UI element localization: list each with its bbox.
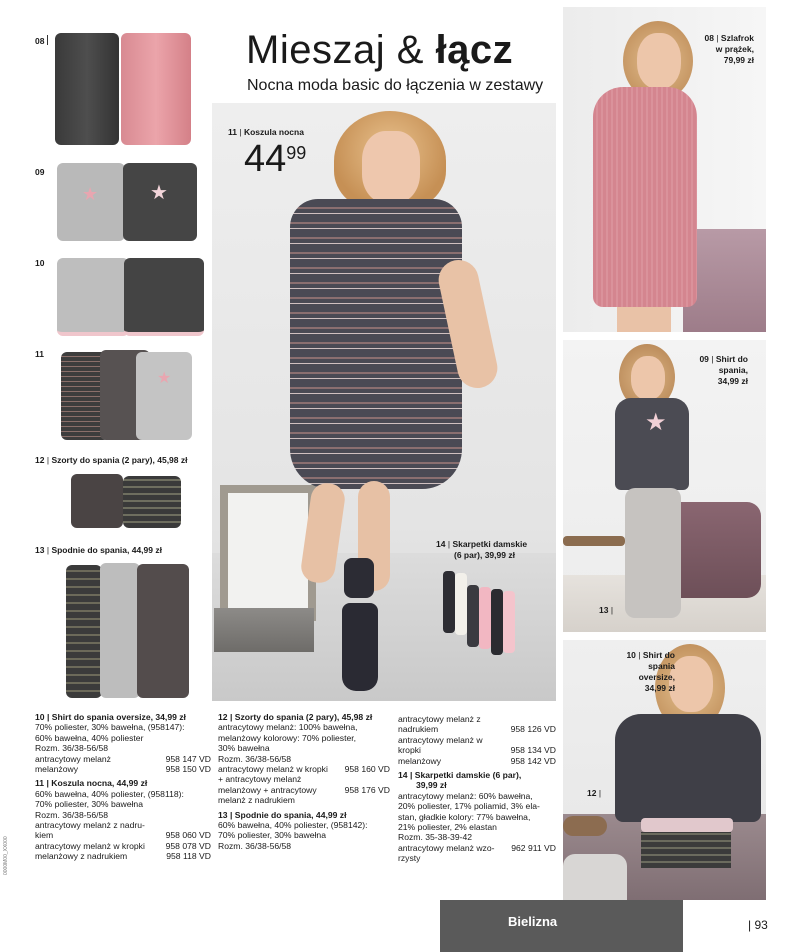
item-08-number: 08 — [35, 36, 45, 46]
page-number: | 93 — [748, 918, 768, 932]
shirt-label: 09 | Shirt do spania, 34,99 zł — [699, 354, 748, 386]
details-14-fabric-3: stan, gładkie kolory: 77% bawełna, — [398, 811, 531, 822]
item-13-text: Spodnie do spania, 44,99 zł — [51, 545, 162, 555]
details-10-fabric-2: 60% bawełna, 40% poliester — [35, 732, 144, 743]
details-11-fabric-2: 70% poliester, 30% bawełna — [35, 799, 143, 810]
item-12-text: Szorty do spania (2 pary), 45,98 zł — [51, 455, 188, 465]
variant-name: melanżowy — [398, 755, 441, 766]
sock — [503, 591, 515, 653]
shorts-number: 12 — [587, 788, 597, 798]
shirt-oversize-dark-image — [124, 258, 204, 336]
details-12-fabric: antracytowy melanż: 100% bawełna, — [218, 722, 358, 733]
variant-row — [398, 724, 556, 734]
side-table — [563, 536, 625, 546]
socks-label: 14 | Skarpetki damskie (6 par), 39,99 zł — [436, 539, 528, 560]
oversize-number: 10 — [626, 650, 636, 660]
shirt-oversize-grey-image — [57, 258, 129, 336]
variant-name: rzysty — [398, 853, 421, 864]
variant-name: + antracytowy melanż — [218, 774, 302, 785]
details-14-fabric: antracytowy melanż: 60% bawełna, — [398, 790, 533, 801]
title-bold: łącz — [435, 28, 514, 72]
main-item-number: 11 — [228, 127, 237, 137]
variant-name: melanż z nadrukiem — [218, 795, 295, 806]
pants-marker: 13 | — [599, 605, 614, 615]
details-14-fabric-2: 20% poliester, 17% poliamid, 3% ela- — [398, 801, 540, 812]
model-robe — [593, 87, 697, 307]
socks-group-image — [443, 571, 523, 659]
details-column-2 — [218, 712, 390, 851]
variant-code: 958 176 VD — [344, 784, 390, 795]
shirt-text-3: 34,99 zł — [717, 376, 748, 386]
star-icon: ★ — [157, 370, 172, 387]
details-12-fabric-2: melanżowy kolorowy: 70% poliester, — [218, 732, 357, 743]
main-item-text: Koszula nocna — [243, 127, 304, 137]
picture-frame — [220, 485, 316, 621]
sock — [455, 573, 467, 635]
oversize-label: 10 | Shirt do spania oversize, 34,99 zł — [626, 650, 675, 693]
details-14-fabric-4: 21% poliester, 2% elastan — [398, 822, 497, 833]
star-icon: ★ — [82, 184, 99, 204]
item-13-label: 13 | Spodnie do spania, 44,99 zł — [35, 545, 162, 555]
variant-code: 958 160 VD — [344, 764, 390, 775]
details-13-fabric-2: 70% poliester, 30% bawełna — [218, 830, 326, 841]
page-title — [246, 28, 513, 72]
details-14-sizes: Rozm. 35-38-39-42 — [398, 832, 473, 843]
item-12-label: 12 | Szorty do spania (2 pary), 45,98 zł — [35, 455, 188, 465]
variant-row — [35, 851, 211, 861]
sock — [479, 587, 491, 649]
pants-grey-image — [100, 563, 140, 698]
variant-code: 958 060 VD — [165, 830, 211, 841]
robe-pink-image — [121, 33, 191, 145]
variant-row — [35, 830, 211, 840]
robe-label: 08 | Szlafrok w prążek, 79,99 zł — [704, 33, 754, 65]
side-table — [563, 816, 607, 836]
shirt-hem-trim — [641, 818, 733, 832]
oversize-text-3: oversize, — [638, 672, 675, 682]
variant-code: 958 126 VD — [510, 724, 556, 735]
item-09-number: 09 — [35, 167, 45, 177]
details-11-heading: 11 | Koszula nocna, 44,99 zł — [35, 778, 148, 789]
model-face — [669, 656, 713, 712]
variant-code: 958 134 VD — [510, 745, 556, 756]
variant-name: antracytowy melanż — [35, 753, 111, 764]
details-11-sizes: Rozm. 36/38-56/58 — [35, 809, 109, 820]
variant-name: kiem — [35, 830, 54, 841]
model-nightdress — [290, 199, 462, 489]
details-10-sizes: Rozm. 36/38-56/58 — [35, 743, 109, 754]
main-price — [244, 140, 306, 178]
variant-row — [35, 764, 211, 774]
price-main: 44 — [244, 138, 287, 180]
variant-row — [35, 820, 211, 830]
shorts-plaid-image — [123, 476, 181, 528]
variant-name: melanżowy z nadrukiem — [35, 851, 128, 862]
oversize-text-1: Shirt do — [642, 650, 675, 660]
details-11-fabric: 60% bawełna, 40% poliester, (958118): — [35, 788, 184, 799]
variant-row — [398, 756, 556, 766]
model-face — [631, 356, 665, 400]
divider — [47, 35, 48, 45]
item-11-number: 11 — [35, 349, 44, 359]
pants-dots-image — [137, 564, 189, 698]
star-icon: ★ — [150, 182, 168, 204]
details-10-heading: 10 | Shirt do spania oversize, 34,99 zł — [35, 712, 186, 722]
robe-text-3: 79,99 zł — [723, 55, 754, 65]
socks-text-2: (6 par), 39,99 zł — [454, 550, 515, 560]
sock — [491, 589, 503, 655]
model-legs — [617, 307, 671, 332]
section-name: Bielizna — [508, 914, 558, 929]
model-sock-left — [344, 558, 374, 598]
shirt-text-2: spania, — [718, 365, 748, 375]
robe-number: 08 — [704, 33, 714, 43]
variant-name: antracytowy melanż wzo- — [398, 842, 495, 853]
variant-code: 958 078 VD — [165, 840, 211, 851]
variant-name: nadrukiem — [398, 724, 439, 735]
item-10-number: 10 — [35, 258, 45, 268]
variant-code: 962 911 VD — [511, 842, 556, 853]
oversize-text-4: 34,99 zł — [644, 683, 675, 693]
variant-row — [398, 843, 556, 853]
details-14-price: 39,99 zł — [416, 780, 447, 791]
variant-name: kropki — [398, 745, 421, 756]
details-10-fabric: 70% poliester, 30% bawełna, (958147): — [35, 722, 185, 733]
shirt-text-1: Shirt do — [715, 354, 748, 364]
robe-text-1: Szlafrok — [720, 33, 754, 43]
pants-number: 13 — [599, 605, 609, 615]
magazines-stack — [214, 608, 314, 652]
details-column-3 — [398, 714, 556, 864]
socks-number: 14 — [436, 539, 446, 549]
variant-name: antracytowy melanż z — [398, 714, 481, 724]
variant-name: melanżowy — [35, 764, 78, 775]
variant-name: melanżowy + antracytowy — [218, 784, 317, 795]
model-sock-right — [342, 603, 378, 691]
shorts-marker: 12 | — [587, 788, 602, 798]
model-face — [637, 33, 681, 89]
variant-code: 958 150 VD — [165, 764, 211, 775]
sock — [443, 571, 455, 633]
model-face — [362, 131, 420, 203]
nightdress-grey-image — [136, 352, 192, 440]
shorts-dark-image — [71, 474, 123, 528]
variant-code: 958 147 VD — [165, 753, 211, 764]
details-13-heading: 13 | Spodnie do spania, 44,99 zł — [218, 809, 347, 820]
socks-text-1: Skarpetki damskie — [452, 539, 528, 549]
item-13-number: 13 — [35, 545, 45, 555]
details-13-sizes: Rozm. 36/38-56/58 — [218, 840, 292, 851]
details-14-heading: 14 | Skarpetki damskie (6 par), — [398, 770, 522, 781]
main-item-label: 11 | Koszula nocna — [228, 127, 304, 137]
details-12-fabric-3: 30% bawełna — [218, 743, 270, 754]
section-footer — [440, 900, 683, 952]
cushion — [563, 854, 627, 900]
photo-shirt — [563, 340, 766, 632]
variant-code: 958 118 VD — [166, 851, 211, 862]
photo-oversize — [563, 640, 766, 900]
shirt-number: 09 — [699, 354, 709, 364]
pants-plaid-image — [66, 565, 102, 698]
variant-name: antracytowy melanż w — [398, 734, 483, 745]
details-13-fabric: 60% bawełna, 40% poliester, (958142): — [218, 820, 368, 831]
model-shirt — [615, 714, 761, 822]
star-icon: ★ — [645, 409, 667, 436]
variant-code: 958 142 VD — [510, 755, 556, 766]
details-12-sizes: Rozm. 36/38-56/58 — [218, 753, 292, 764]
variant-name: antracytowy melanż w kropki — [218, 764, 328, 775]
variant-name: antracytowy melanż w kropki — [35, 840, 145, 851]
robe-text-2: w prążek, — [715, 44, 754, 54]
oversize-text-2: spania — [648, 661, 675, 671]
details-column-1 — [35, 712, 211, 862]
variant-row — [218, 785, 390, 795]
page-subtitle: Nocna moda basic do łączenia w zestawy — [247, 77, 544, 94]
item-12-number: 12 — [35, 455, 45, 465]
variant-row — [398, 745, 556, 755]
robe-grey-image — [55, 33, 119, 145]
sock — [467, 585, 479, 647]
variant-name: antracytowy melanż z nadru- — [35, 820, 145, 831]
main-photo — [212, 103, 556, 701]
model-pants — [625, 488, 681, 618]
details-12-heading: 12 | Szorty do spania (2 pary), 45,98 zł — [218, 712, 373, 722]
variant-row — [218, 764, 390, 774]
side-code: 0000M00_XX000 — [3, 836, 9, 875]
model-shorts — [641, 832, 731, 868]
photo-robe — [563, 7, 766, 332]
variant-row — [35, 754, 211, 764]
price-cents: 99 — [286, 143, 307, 163]
title-light: Mieszaj & — [246, 28, 424, 72]
variant-row — [35, 841, 211, 851]
